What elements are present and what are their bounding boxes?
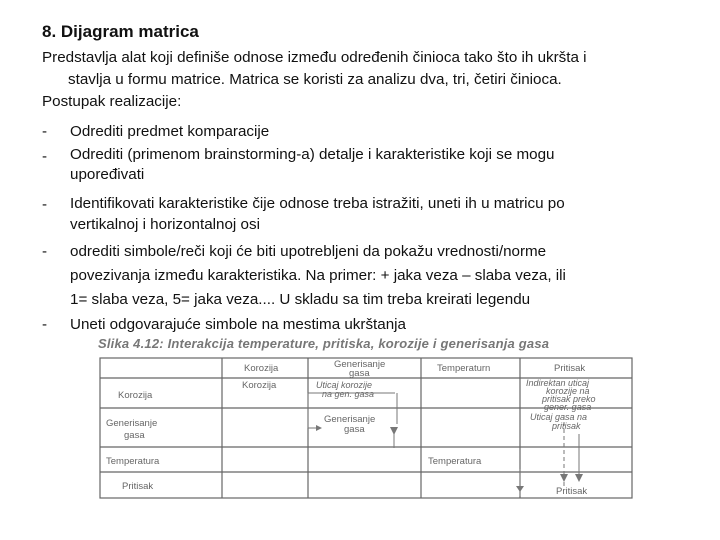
bullet-dash: - [42,123,48,140]
col-header-temperatura: Temperaturn [437,363,491,374]
bullet-line: 1= slaba veza, 5= jaka veza.... U skladu sa tim treba kreirati legendu [70,291,531,308]
arrowhead-icon [560,474,568,482]
intro-line-2: stavlja u formu matrice. Matrica se koristi za analizu dva, tri, četiri činioca. [68,71,562,88]
cell-korozija: Korozija [242,380,277,391]
bullet-line: Uneti odgovarajuće simbole na mestima ukrštanja [70,316,406,333]
matrix-figure [94,336,634,500]
cell-gasa: gasa [344,424,365,435]
cell-uticaj-gasa: Uticaj gasa na [530,412,588,422]
figure-caption: Slika 4.12: Interakcija temperature, pritiska, korozije i generisanja gasa [98,336,550,351]
bullet-dash: - [42,243,48,260]
arrowhead-icon [316,425,322,431]
cell-gener-gasa: gener. gasa [544,402,592,412]
arrowhead-icon [390,427,398,435]
col-header-generisanje: Generisanje [334,359,386,370]
col-header-korozija: Korozija [244,363,279,374]
row-header-korozija: Korozija [118,390,153,401]
arrowhead-icon [516,486,524,492]
cell-korozije-na: korozije na [546,386,590,396]
cell-uticaj-korozije: Uticaj korozije [316,380,373,390]
bullet-line: odrediti simbole/reči koji će biti upotrebljeni da pokažu vrednosti/norme [70,243,547,260]
bullet-line: vertikalnoj i horizontalnoj osi [70,216,260,233]
col-header-pritisak: Pritisak [554,363,586,374]
row-header-temperatura: Temperatura [106,456,160,467]
bullet-line: Identifikovati karakteristike čije odnose treba istražiti, uneti ih u matricu po [70,195,565,212]
col-header-gasa: gasa [349,368,370,379]
bullet-line: povezivanja između karakteristika. Na primer: + jaka veza – slaba veza, ili [70,267,566,284]
cell-pritisak-label: pritisak [552,421,581,431]
arrowhead-icon [575,474,583,482]
page-title: 8. Dijagram matrica [42,22,199,41]
cell-pritisak: Pritisak [556,486,588,497]
bullet-dash: - [42,148,48,165]
bullet-line: Odrediti predmet komparacije [70,123,270,140]
row-header-generisanje: Generisanje [106,418,158,429]
intro-line-1: Predstavlja alat koji definiše odnose između određenih činioca tako što ih ukršta i [42,49,587,66]
cell-indirektan-uticaj: Indirektan uticaj [526,378,590,388]
cell-generisanje: Generisanje [324,414,376,425]
cell-pritisak-preko: pritisak preko [542,394,596,404]
row-header-pritisak: Pritisak [122,481,154,492]
row-header-gasa: gasa [124,430,145,441]
bullet-line: upoređivati [70,166,145,183]
cell-na-gen-gasa: na gen. gasa [322,389,375,399]
procedure-label: Postupak realizacije: [42,93,182,110]
matrix-diagram [94,336,634,500]
intro-paragraph [42,47,682,113]
bullet-dash: - [42,196,48,213]
cell-temperatura: Temperatura [428,456,482,467]
bullet-dash: - [42,316,48,333]
bullet-line: Odrediti (primenom brainstorming-a) detalje i karakteristike koji se mogu [70,146,555,163]
